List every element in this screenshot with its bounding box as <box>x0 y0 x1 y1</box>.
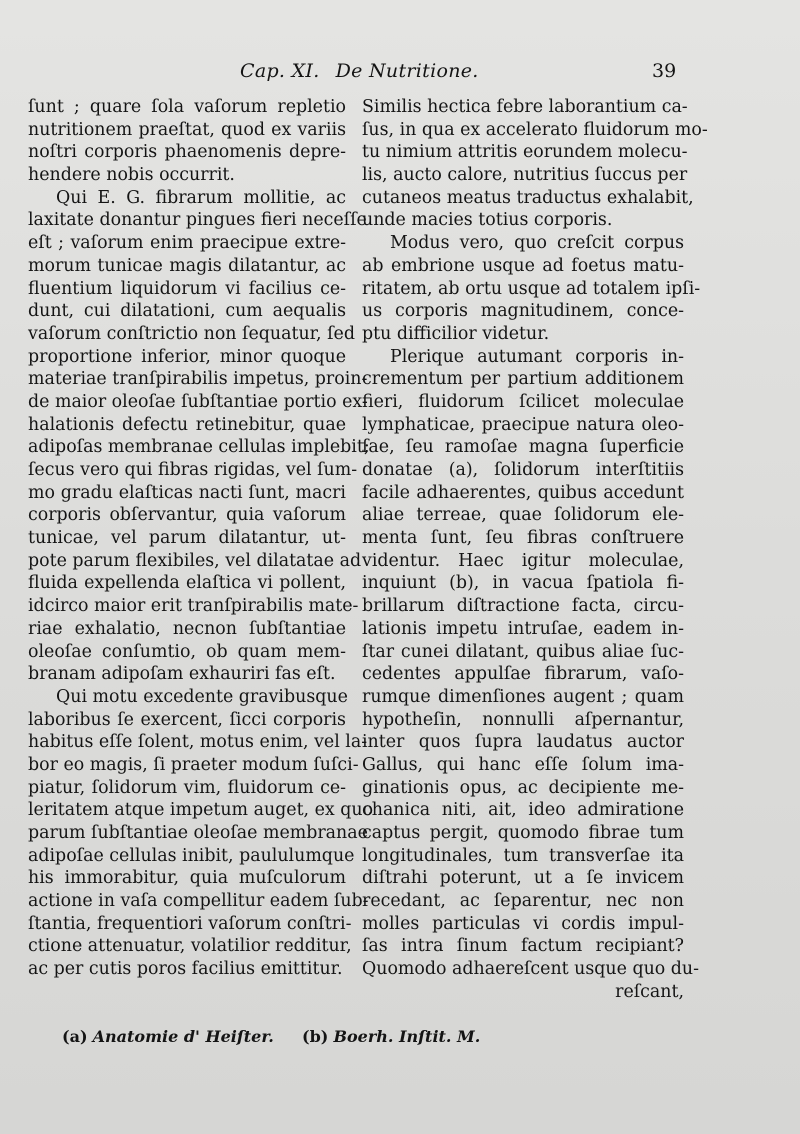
right-column-line: ritatem, ab ortu usque ad totalem ipſi- <box>362 278 701 299</box>
left-column-line: halationis defectu retinebitur, quae <box>28 414 346 435</box>
left-column-line: parum ſubſtantiae oleoſae membranae <box>28 823 368 843</box>
right-column-line: unde macies totius corporis. <box>362 210 613 231</box>
left-column-line: laboribus ſe exercent, ſicci corporis <box>28 709 346 730</box>
left-column-line: ſtantia, frequentiori vaſorum conſtri- <box>28 913 352 934</box>
right-column-line: ptu difficilior videtur. <box>362 323 550 344</box>
left-column-line: oleoſae conſumtio, ob quam mem- <box>28 641 346 662</box>
left-column-line: actione in vaſa compellitur eadem ſub- <box>28 891 369 912</box>
left-column-line: bor eo magis, ſi praeter modum ſuſci- <box>28 754 359 775</box>
right-column-line: ab embrione usque ad foetus matu- <box>362 255 684 276</box>
right-column-line: inter quos ſupra laudatus auctor <box>362 732 684 753</box>
left-column-line: materiae tranſpirabilis impetus, proin- <box>28 369 368 390</box>
left-column-line: mo gradu elaſticas nacti ſunt, macri <box>28 482 346 503</box>
left-column-line: adipoſas membranae cellulas implebit; <box>28 437 370 458</box>
right-column-line: crementum per partium additionem <box>362 369 684 390</box>
right-column-line: Gallus, qui hanc eſſe ſolum ima- <box>362 754 684 775</box>
left-column-line: dunt, cui dilatationi, cum aequalis <box>28 301 346 322</box>
left-column-line: morum tunicae magis dilatantur, ac <box>28 255 346 276</box>
right-column-line: captus pergit, quomodo fibrae tum <box>362 823 684 843</box>
left-column-line: pote parum flexibiles, vel dilatatae ad <box>28 550 362 571</box>
left-column-line: noſtri corporis phaenomenis depre- <box>28 142 346 163</box>
right-column-line: molles particulas vi cordis impul- <box>362 913 684 934</box>
left-column-line: laxitate donantur pingues fieri neceſſe <box>28 210 367 231</box>
right-column-line: lis, aucto calore, nutritius ſuccus per <box>362 165 688 186</box>
running-head <box>240 60 479 82</box>
right-column-line: tu nimium attritis eorundem molecu- <box>362 142 688 163</box>
right-column-line: menta ſunt, ſeu fibras conſtruere <box>362 528 684 549</box>
left-column-line: vaſorum conſtrictio non ſequatur, ſed <box>28 323 355 344</box>
right-column-line: Similis hectica febre laborantium ca- <box>362 97 688 117</box>
right-column-line: ſae, ſeu ramoſae magna ſuperficie <box>362 437 684 458</box>
left-column-line: ſecus vero qui fibras rigidas, vel ſum- <box>28 460 358 480</box>
left-column-line: nutritionem praeſtat, quod ex variis <box>28 119 346 140</box>
left-column-line: his immorabitur, quia muſculorum <box>28 868 346 889</box>
right-column-line: cutaneos meatus traductus exhalabit, <box>362 187 694 208</box>
left-column-line: fluida expellenda elaſtica vi pollent, <box>28 573 346 594</box>
right-column-line: inquiunt (b), in vacua ſpatiola fi- <box>362 573 684 594</box>
right-column-line: hypotheſin, nonnulli aſpernantur, <box>362 709 684 730</box>
left-column-line: Qui E. G. fibrarum mollitie, ac <box>56 187 346 208</box>
page-header <box>0 60 800 86</box>
left-column-line: Qui motu excedente gravibusque <box>56 686 348 707</box>
footnote-a-text: Anatomie d' Heiſter. <box>92 1027 274 1046</box>
left-column-line: leritatem atque impetum auget, ex quo <box>28 800 374 821</box>
right-column-line: longitudinales, tum transverſae ita <box>362 845 684 866</box>
left-column-line: idcirco maior erit tranſpirabilis mate- <box>28 596 359 617</box>
footnote-a-marker: (a) <box>62 1027 88 1046</box>
right-column-line: lationis impetu intruſae, eadem in- <box>362 618 684 639</box>
left-column-line: adipoſae cellulas inibit, paululumque <box>28 845 355 866</box>
footnote-b-text: Boerh. Inſtit. M. <box>333 1027 481 1046</box>
right-column-line: Modus vero, quo creſcit corpus <box>390 233 684 254</box>
right-column-line: reſcant, <box>615 981 684 1002</box>
left-column-line: piatur, ſolidorum vim, fluidorum ce- <box>28 777 346 798</box>
left-column-line: de maior oleoſae ſubſtantiae portio ex- <box>28 391 368 412</box>
left-column-line: corporis obſervantur, quia vaſorum <box>28 505 346 526</box>
left-column-line: proportione inferior, minor quoque <box>28 346 346 367</box>
footnotes <box>62 1027 702 1046</box>
right-column-line: aliae terreae, quae ſolidorum ele- <box>362 505 684 526</box>
left-column-line: ctione attenuatur, volatilior redditur, <box>28 936 352 957</box>
footnote-b-marker: (b) <box>302 1027 329 1046</box>
right-column-line: ſtar cunei dilatant, quibus aliae ſuc- <box>362 641 684 662</box>
right-column-line: ſas intra ſinum factum recipiant? <box>362 936 684 957</box>
right-column-line: chanica niti, ait, ideo admiratione <box>362 800 684 821</box>
right-column-line: donatae (a), ſolidorum interſtitiis <box>362 460 684 480</box>
right-column-line: ſus, in qua ex accelerato fluidorum mo- <box>362 119 708 140</box>
running-head-title: De Nutritione. <box>335 60 479 82</box>
left-column-line: hendere nobis occurrit. <box>28 165 235 186</box>
page-number: 39 <box>652 60 677 82</box>
left-column-line: riae exhalatio, necnon ſubſtantiae <box>28 618 346 639</box>
right-column-line: ginationis opus, ac decipiente me- <box>362 777 684 798</box>
right-column-line: Quomodo adhaereſcent usque quo du- <box>362 959 699 980</box>
right-column-line: facile adhaerentes, quibus accedunt <box>362 482 684 503</box>
right-column-line: diſtrahi poterunt, ut a ſe invicem <box>362 868 684 889</box>
right-column-line: fieri, fluidorum ſcilicet moleculae <box>362 391 684 412</box>
left-column-line: habitus eſſe ſolent, motus enim, vel la- <box>28 732 368 753</box>
right-column-line: cedentes appulſae fibrarum, vaſo- <box>362 664 684 685</box>
running-head-chapter: Cap. XI. <box>240 60 320 82</box>
right-column-line: rumque dimenſiones augent ; quam <box>362 686 684 707</box>
right-column-line: brillarum diſtractione facta, circu- <box>362 596 684 617</box>
left-column-line: eſt ; vaſorum enim praecipue extre- <box>28 233 346 254</box>
left-column-line: tunicae, vel parum dilatantur, ut- <box>28 528 346 549</box>
right-column-line: lymphaticae, praecipue natura oleo- <box>362 414 684 435</box>
left-column-line: fluentium liquidorum vi facilius ce- <box>28 278 346 299</box>
left-column-line: ac per cutis poros facilius emittitur. <box>28 959 343 980</box>
right-column-line: recedant, ac ſeparentur, nec non <box>362 891 684 912</box>
left-column-line: ſunt ; quare ſola vaſorum repletio <box>28 97 346 117</box>
left-text-column <box>28 96 374 981</box>
right-column-line: videntur. Haec igitur moleculae, <box>362 550 684 571</box>
right-text-column <box>362 96 708 1004</box>
right-column-line: us corporis magnitudinem, conce- <box>362 301 684 322</box>
left-column-line: branam adipoſam exhauriri fas eſt. <box>28 664 336 685</box>
right-column-line: Plerique autumant corporis in- <box>390 346 684 367</box>
